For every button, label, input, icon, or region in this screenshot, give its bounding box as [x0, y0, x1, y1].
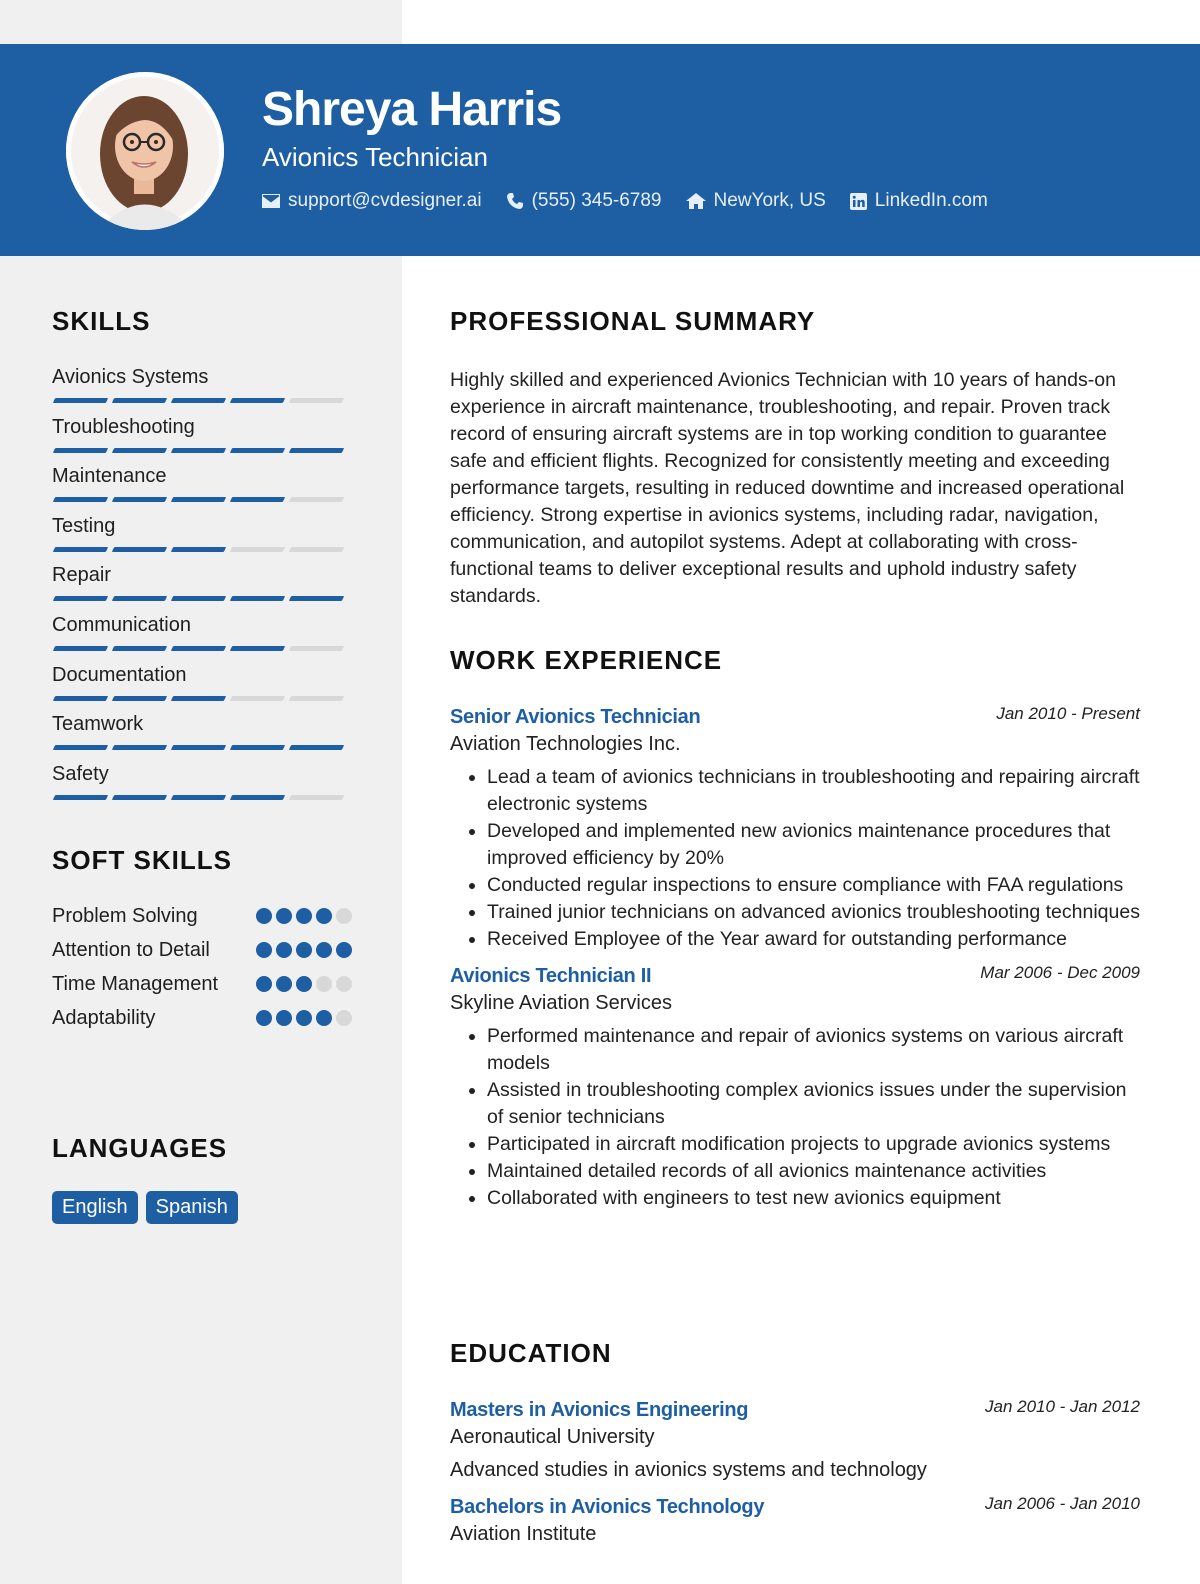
rating-dot [296, 976, 312, 992]
skill-name: Safety [52, 762, 109, 785]
envelope-icon [262, 194, 280, 208]
rating-dot [256, 1010, 272, 1026]
phone-icon [506, 192, 524, 210]
skill-level-segment [112, 596, 167, 601]
skill-item [52, 513, 352, 563]
soft-skill-name: Time Management [52, 973, 218, 995]
skill-item [52, 662, 352, 712]
skill-item [52, 463, 352, 513]
job-bullets [450, 764, 1140, 953]
rating-dot [256, 942, 272, 958]
skill-name: Troubleshooting [52, 415, 195, 438]
skill-level-segment [112, 497, 167, 502]
soft-skill-rating [256, 1004, 352, 1032]
skill-level-segment [230, 448, 285, 453]
job-date: Mar 2006 - Dec 2009 [980, 963, 1140, 982]
languages-list [52, 1191, 352, 1224]
skill-level-bar [54, 795, 343, 800]
languages-heading: LANGUAGES [52, 1133, 228, 1163]
rating-dot [336, 976, 352, 992]
job-bullet: • Performed maintenance and repair of avionics systems on various aircraft models [487, 1023, 1140, 1077]
skill-name: Communication [52, 613, 191, 636]
contact-bar [262, 190, 988, 212]
skill-level-bar [54, 696, 343, 701]
skill-name: Testing [52, 514, 116, 537]
soft-skill-name: Adaptability [52, 1007, 156, 1029]
skill-level-segment [53, 448, 108, 453]
contact-location-text: NewYork, US [713, 190, 826, 211]
skill-level-segment [289, 547, 344, 552]
skills-section [52, 306, 352, 810]
rating-dot [276, 1010, 292, 1026]
job-bullet: • Collaborated with engineers to test new avionics equipment [487, 1185, 1140, 1212]
skill-item [52, 711, 352, 761]
skill-name: Documentation [52, 663, 187, 686]
soft-skill-name: Problem Solving [52, 905, 198, 927]
rating-dot [336, 908, 352, 924]
skill-level-segment [171, 745, 226, 750]
skill-level-segment [230, 745, 285, 750]
skill-level-segment [289, 398, 344, 403]
skill-level-segment [171, 398, 226, 403]
skill-level-segment [53, 596, 108, 601]
skills-heading: SKILLS [52, 306, 151, 336]
skill-level-segment [171, 547, 226, 552]
home-icon [686, 193, 706, 209]
experience-section [450, 645, 1140, 1212]
degree-date: Jan 2010 - Jan 2012 [984, 1397, 1140, 1416]
language-badge: English [52, 1191, 138, 1224]
soft-skill-item [52, 970, 352, 998]
soft-skill-name: Attention to Detail [52, 939, 210, 961]
job-company: Skyline Aviation Services [450, 992, 672, 1014]
rating-dot [336, 942, 352, 958]
skill-level-segment [171, 497, 226, 502]
skill-level-segment [289, 795, 344, 800]
language-badge: Spanish [146, 1191, 238, 1224]
skill-level-segment [289, 745, 344, 750]
soft-skill-rating [256, 902, 352, 930]
skill-name: Teamwork [52, 713, 144, 736]
contact-linkedin-text: LinkedIn.com [874, 190, 988, 211]
skill-level-bar [54, 497, 343, 502]
skill-level-segment [289, 646, 344, 651]
degree-title: Bachelors in Avionics Technology [450, 1496, 765, 1518]
rating-dot [256, 976, 272, 992]
rating-dot [296, 942, 312, 958]
skill-level-segment [230, 398, 285, 403]
skill-level-segment [289, 596, 344, 601]
job-company: Aviation Technologies Inc. [450, 733, 681, 755]
skill-level-bar [54, 547, 343, 552]
soft-skill-rating [256, 936, 352, 964]
candidate-title: Avionics Technician [262, 142, 488, 172]
school-name: Aviation Institute [450, 1523, 597, 1545]
job-date: Jan 2010 - Present [996, 704, 1140, 723]
job-title: Avionics Technician II [450, 965, 652, 987]
skill-level-bar [54, 398, 343, 403]
education-heading: EDUCATION [450, 1338, 612, 1368]
skill-level-segment [112, 795, 167, 800]
job-bullet: • Conducted regular inspections to ensure compliance with FAA regulations [487, 872, 1140, 899]
skill-item [52, 761, 352, 811]
skill-level-segment [112, 696, 167, 701]
rating-dot [296, 908, 312, 924]
skill-level-segment [112, 745, 167, 750]
rating-dot [316, 908, 332, 924]
skill-level-segment [112, 547, 167, 552]
skill-level-segment [289, 497, 344, 502]
skill-name: Repair [52, 564, 111, 587]
job-bullet: • Lead a team of avionics technicians in troubleshooting and repairing aircraft electronic systems [487, 764, 1140, 818]
skill-item [52, 364, 352, 414]
skill-level-segment [53, 497, 108, 502]
job-bullet: • Assisted in troubleshooting complex avionics issues under the supervision of senior technicians [487, 1077, 1140, 1131]
degree-title: Masters in Avionics Engineering [450, 1399, 749, 1421]
soft-skill-item [52, 936, 352, 964]
degree-description: Advanced studies in avionics systems and technology [450, 1459, 927, 1481]
skill-level-segment [53, 547, 108, 552]
summary-heading: PROFESSIONAL SUMMARY [450, 306, 816, 336]
contact-location [686, 190, 826, 212]
skill-level-segment [53, 646, 108, 651]
skill-level-segment [230, 795, 285, 800]
skill-item [52, 612, 352, 662]
skill-level-segment [171, 696, 226, 701]
skill-level-segment [171, 448, 226, 453]
skill-level-segment [289, 448, 344, 453]
job-entry [450, 965, 1140, 1212]
summary-section [450, 306, 1140, 610]
linkedin-icon [850, 193, 867, 210]
contact-email-text: support@cvdesigner.ai [288, 190, 482, 211]
header-banner [0, 44, 1200, 256]
skill-level-segment [112, 398, 167, 403]
skill-level-bar [54, 596, 343, 601]
rating-dot [336, 1010, 352, 1026]
candidate-name: Shreya Harris [262, 83, 562, 136]
skill-item [52, 414, 352, 464]
skill-level-segment [171, 646, 226, 651]
contact-linkedin[interactable] [850, 190, 988, 212]
job-bullet: • Trained junior technicians on advanced avionics troubleshooting techniques [487, 899, 1140, 926]
job-bullet: • Received Employee of the Year award for outstanding performance [487, 926, 1140, 953]
skill-level-bar [54, 448, 343, 453]
skill-level-segment [171, 596, 226, 601]
degree-date: Jan 2006 - Jan 2010 [984, 1494, 1140, 1513]
contact-phone[interactable] [506, 190, 662, 212]
job-title: Senior Avionics Technician [450, 706, 701, 728]
job-entry [450, 706, 1140, 953]
job-bullet: • Participated in aircraft modification projects to upgrade avionics systems [487, 1131, 1140, 1158]
contact-email[interactable] [262, 190, 482, 212]
skill-level-bar [54, 646, 343, 651]
rating-dot [256, 908, 272, 924]
education-entry [450, 1399, 1140, 1482]
soft-skill-item [52, 1004, 352, 1032]
experience-heading: WORK EXPERIENCE [450, 645, 723, 675]
skill-item [52, 562, 352, 612]
skill-name: Avionics Systems [52, 366, 209, 388]
rating-dot [296, 1010, 312, 1026]
skill-level-segment [53, 696, 108, 701]
skill-level-segment [171, 795, 226, 800]
skill-level-segment [230, 646, 285, 651]
contact-phone-text: (555) 345-6789 [531, 190, 662, 211]
skill-name: Maintenance [52, 465, 167, 488]
soft-skills-section [52, 845, 352, 1038]
languages-section [52, 1133, 352, 1224]
skill-level-segment [230, 547, 285, 552]
rating-dot [276, 976, 292, 992]
job-bullet: • Developed and implemented new avionics maintenance procedures that improved efficiency by 20% [487, 818, 1140, 872]
soft-skill-rating [256, 970, 352, 998]
rating-dot [276, 908, 292, 924]
rating-dot [316, 942, 332, 958]
skill-level-segment [230, 696, 285, 701]
profile-photo [66, 72, 224, 230]
avatar [66, 72, 224, 230]
soft-skill-item [52, 902, 352, 930]
skills-list [52, 364, 352, 810]
skill-level-segment [53, 745, 108, 750]
job-bullets [450, 1023, 1140, 1212]
soft-skills-list [52, 902, 352, 1032]
rating-dot [276, 942, 292, 958]
rating-dot [316, 1010, 332, 1026]
school-name: Aeronautical University [450, 1426, 655, 1448]
job-bullet: • Maintained detailed records of all avionics maintenance activities [487, 1158, 1140, 1185]
education-entry [450, 1496, 1140, 1546]
skill-level-segment [230, 497, 285, 502]
skill-level-segment [53, 398, 108, 403]
skill-level-segment [53, 795, 108, 800]
summary-text: Highly skilled and experienced Avionics Technician with 10 years of hands-on experience in aircraft maintenance, troubleshooting, and repair. Proven track record of ensuring aircraft systems are in top working condition to guarantee safe and efficient flights. Recognized for consistently meeting and exceeding performance targets, resulting in reduced downtime and increased operational efficiency. Strong expertise in avionics systems, including radar, navigation, communication, and autopilot systems. Adept at collaborating with cross-functional teams to deliver exceptional results and uphold industry safety standards. [450, 369, 1125, 607]
skill-level-segment [230, 596, 285, 601]
skill-level-segment [289, 696, 344, 701]
skill-level-segment [112, 646, 167, 651]
skill-level-bar [54, 745, 343, 750]
soft-skills-heading: SOFT SKILLS [52, 845, 232, 875]
rating-dot [316, 976, 332, 992]
skill-level-segment [112, 448, 167, 453]
education-section [450, 1338, 1140, 1546]
